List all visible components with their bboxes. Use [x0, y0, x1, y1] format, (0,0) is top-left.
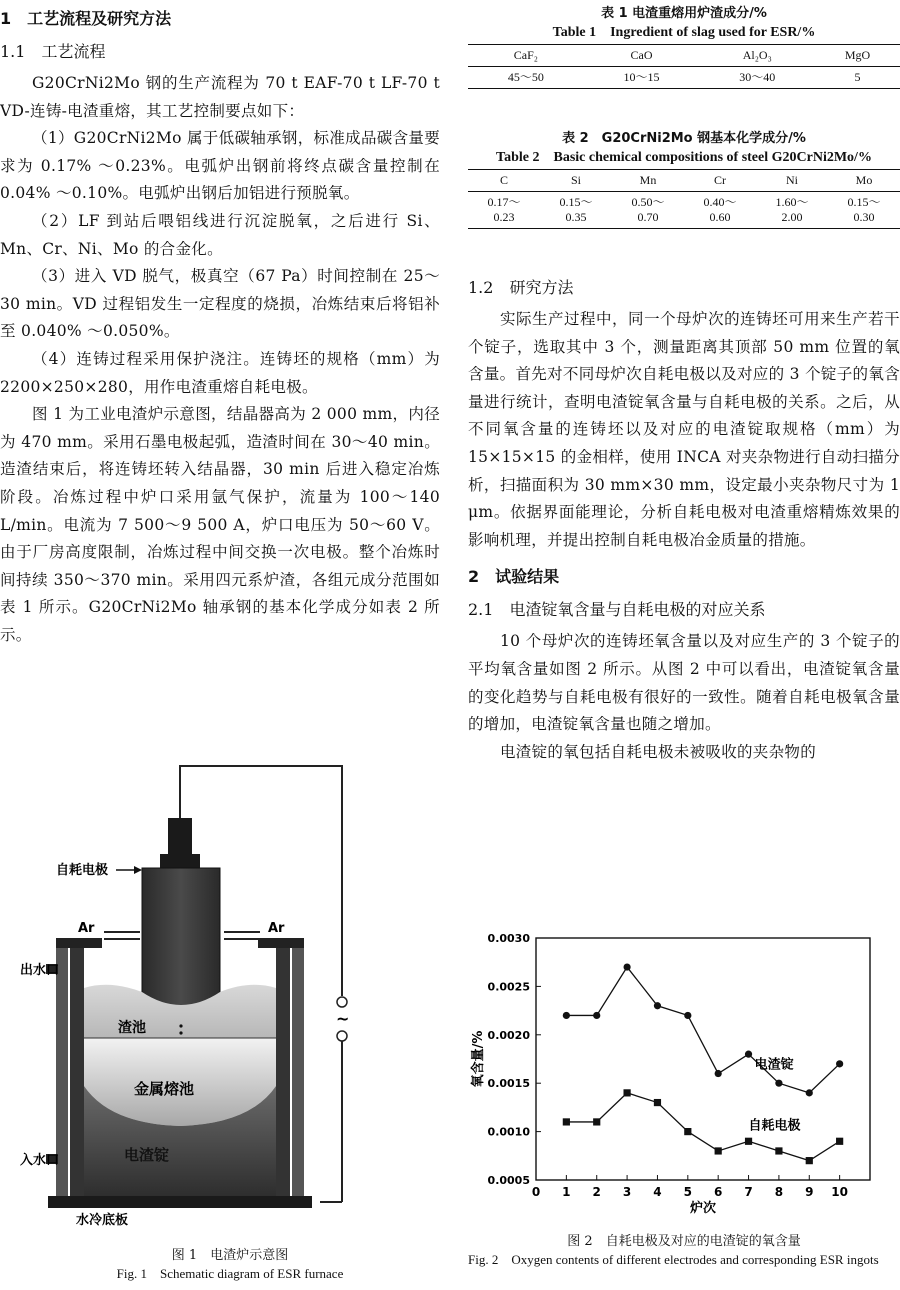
data-point-2 — [806, 1157, 813, 1164]
table-2-header: Si — [540, 170, 612, 192]
figure-2-caption-en: Fig. 2 Oxygen contents of different electrodes and corresponding ESR ingots — [468, 1252, 879, 1267]
oxygen-content-chart — [468, 924, 900, 1220]
table-1-cell: 10～15 — [584, 67, 700, 89]
y-tick-label: 0.0030 — [487, 932, 530, 945]
data-point-2 — [623, 1089, 630, 1096]
y-tick-label: 0.0005 — [487, 1174, 530, 1187]
table-1-cell: 5 — [815, 67, 900, 89]
x-tick-label: 3 — [622, 1185, 632, 1199]
table-1-caption-en: Table 1 Ingredient of slag used for ESR/% — [552, 25, 816, 40]
table-2-header: C — [468, 170, 540, 192]
electrode-holder — [168, 818, 192, 858]
paragraph-point-4: （4）连铸过程采用保护浇注。连铸坯的规格（mm）为 2200×250×280，用作电渣重熔自耗电极。 — [0, 349, 440, 396]
x-tick-label: 0 — [531, 1185, 541, 1199]
figure-2-caption-cn: 图 2 自耗电极及对应的电渣锭的氧含量 — [567, 1234, 801, 1249]
paragraph-point-2: （2）LF 到站后喂铝线进行沉淀脱氧，之后进行 Si、Mn、Cr、Ni、Mo 的合金化。 — [0, 211, 440, 258]
table-2-header: Ni — [756, 170, 828, 192]
table-2-cell: 1.60～ 2.00 — [756, 192, 828, 229]
label-ingot: 电渣锭 — [124, 1146, 170, 1164]
table-2 — [468, 127, 900, 229]
section-1-2-heading: 1.2 研究方法 — [468, 278, 574, 297]
label-ar-right: Ar — [268, 921, 285, 936]
data-point-1 — [684, 1012, 691, 1019]
table-1-grid — [468, 44, 900, 89]
table-1-header: CaF₂ — [468, 45, 584, 67]
paragraph-method: 实际生产过程中，同一个母炉次的连铸坯可用来生产若干个锭子，选取其中 3 个，测量距离其顶部 50 mm 位置的氧含量。首先对不同母炉次自耗电极以及对应的 3 个锭子的氧含量进行统计，查明电渣锭氧含量与自耗电极的关系。之后，从不同氧含量的连铸坯以及对应的电渣锭取规格（mm）为 15×15×15 的金相样，使用 INCA 对夹杂物进行自动扫描分析，扫描面积为 30 mm×30 mm，设定最小夹杂物尺寸为 1 μm。依据界面能理论，分析自耗电极对电渣重熔精炼效果的影响机理，并提出控制自耗电极冶金质量的措施。 — [468, 310, 900, 549]
table-1-header: Al₂O₃ — [699, 45, 815, 67]
mould-right-wall — [276, 946, 290, 1196]
data-point-2 — [684, 1128, 691, 1135]
x-tick-label: 10 — [831, 1185, 848, 1199]
data-point-1 — [593, 1012, 600, 1019]
x-tick-label: 1 — [562, 1185, 571, 1199]
terminal-top-icon — [337, 997, 347, 1007]
table-2-cell: 0.40～ 0.60 — [684, 192, 756, 229]
table-1-caption-cn: 表 1 电渣重熔用炉渣成分/% — [601, 6, 767, 21]
x-tick-label: 8 — [774, 1185, 784, 1199]
label-water-inlet: 入水口 — [20, 1153, 60, 1168]
table-1-header: CaO — [584, 45, 700, 67]
label-base-plate: 水冷底板 — [76, 1213, 129, 1226]
figure-1 — [20, 756, 440, 1286]
label-metal-pool: 金属熔池 — [134, 1080, 195, 1098]
series-line-1 — [566, 967, 839, 1093]
paragraph-oxygen: 电渣锭的氧包括自耗电极未被吸收的夹杂物的 — [500, 742, 817, 761]
y-axis-label: 氧含量/% — [471, 1030, 486, 1088]
esr-furnace-schematic — [20, 756, 440, 1226]
table-2-header: Cr — [684, 170, 756, 192]
data-point-1 — [806, 1089, 813, 1096]
table-2-cell: 0.50～ 0.70 — [612, 192, 684, 229]
x-tick-label: 9 — [805, 1185, 814, 1199]
table-1-cell: 45～50 — [468, 67, 584, 89]
y-tick-label: 0.0025 — [487, 980, 530, 994]
table-2-caption-en: Table 2 Basic chemical compositions of steel G20CrNi2Mo/% — [496, 150, 872, 165]
table-2-cell: 0.15～ 0.35 — [540, 192, 612, 229]
label-slag-pool: 渣池 — [118, 1020, 146, 1036]
paragraph-results: 10 个母炉次的连铸坯氧含量以及对应生产的 3 个锭子的平均氧含量如图 2 所示。从图 2 中可以看出，电渣锭氧含量的变化趋势与自耗电极有很好的一致性。随着自耗电极氧含量的增加，电渣锭氧含量也随之增加。 — [468, 632, 900, 734]
table-2-header: Mo — [828, 170, 900, 192]
right-column — [468, 0, 900, 766]
left-column — [0, 0, 440, 649]
mould-left-wall — [70, 946, 84, 1196]
consumable-electrode — [142, 868, 220, 1007]
data-point-2 — [775, 1147, 782, 1154]
data-point-1 — [654, 1002, 661, 1009]
section-1-1-heading: 1.1 工艺流程 — [0, 42, 106, 61]
data-point-1 — [563, 1012, 570, 1019]
paragraph-point-3: （3）进入 VD 脱气，极真空（67 Pa）时间控制在 25～30 min。VD 过程铝发生一定程度的烧损，冶炼结束后将铝补至 0.040% ～0.050%。 — [0, 267, 440, 341]
data-point-1 — [715, 1070, 722, 1077]
label-ar-left: Ar — [78, 921, 95, 936]
y-tick-label: 0.0010 — [487, 1125, 530, 1139]
x-tick-label: 4 — [653, 1185, 662, 1199]
data-point-1 — [775, 1080, 782, 1087]
x-tick-label: 5 — [683, 1185, 692, 1199]
table-2-cell: 0.15～ 0.30 — [828, 192, 900, 229]
plot-frame — [536, 938, 870, 1180]
water-cooled-base-plate — [48, 1196, 312, 1208]
x-tick-label: 7 — [744, 1185, 753, 1199]
table-2-cell: 0.17～ 0.23 — [468, 192, 540, 229]
paragraph-process: G20CrNi2Mo 钢的生产流程为 70 t EAF-70 t LF-70 t VD-连铸-电渣重熔，其工艺控制要点如下： — [0, 74, 440, 120]
section-2-heading: 2 试验结果 — [468, 567, 560, 587]
data-point-2 — [745, 1138, 752, 1145]
data-point-2 — [836, 1138, 843, 1145]
table-1 — [468, 2, 900, 89]
table-1-cell: 30～40 — [699, 67, 815, 89]
series-label-1: 电渣锭 — [754, 1057, 794, 1073]
table-2-header: Mn — [612, 170, 684, 192]
label-water-outlet: 出水口 — [20, 963, 60, 978]
data-point-1 — [836, 1060, 843, 1067]
table-1-header: MgO — [815, 45, 900, 67]
data-point-2 — [715, 1147, 722, 1154]
figure-1-caption-cn: 图 1 电渣炉示意图 — [171, 1248, 289, 1263]
data-point-2 — [563, 1118, 570, 1125]
data-point-1 — [745, 1051, 752, 1058]
figure-1-caption-en: Fig. 1 Schematic diagram of ESR furnace — [116, 1266, 344, 1281]
terminal-bottom-icon — [337, 1031, 347, 1041]
table-2-caption-cn: 表 2 G20CrNi2Mo 钢基本化学成分/% — [562, 131, 806, 146]
x-tick-label: 6 — [714, 1185, 723, 1199]
paragraph-point-1: （1）G20CrNi2Mo 属于低碳轴承钢，标准成品碳含量要求为 0.17% ～0.23%。电弧炉出钢前将终点碳含量控制在 0.04% ～0.10%。电弧炉出钢后加铝进行预脱氧。 — [0, 129, 440, 203]
paragraph-furnace: 图 1 为工业电渣炉示意图，结晶器高为 2 000 mm，内径为 470 mm。采用石墨电极起弧，造渣时间在 30～40 min。造渣结束后，将连铸坯转入结晶器，30 min 后进入稳定冶炼阶段。冶炼过程中炉口采用氩气保护，流量为 100～140 L/min。电流为 7 500～9 500 A，炉口电压为 50～60 V。由于厂房高度限制，冶炼过程中间交换一次电极。整个冶炼时间持续 350～370 min。采用四元系炉渣，各组元成分范围如表 1 所示。G20CrNi2Mo 轴承钢的基本化学成分如表 2 所示。 — [0, 405, 440, 644]
ac-symbol: ~ — [336, 1009, 350, 1028]
section-2-1-heading: 2.1 电渣锭氧含量与自耗电极的对应关系 — [468, 600, 766, 620]
data-point-2 — [654, 1099, 661, 1106]
data-point-1 — [623, 963, 630, 970]
table-2-grid — [468, 169, 900, 229]
data-point-2 — [593, 1118, 600, 1125]
series-label-2: 自耗电极 — [748, 1118, 801, 1134]
label-electrode: 自耗电极 — [56, 863, 109, 878]
x-axis-label: 炉次 — [689, 1201, 717, 1216]
y-tick-label: 0.0015 — [487, 1077, 530, 1091]
figure-2 — [468, 924, 900, 1286]
y-tick-label: 0.0020 — [487, 1028, 530, 1042]
section-1-heading: 1 工艺流程及研究方法 — [0, 9, 172, 28]
x-tick-label: 2 — [592, 1185, 601, 1199]
